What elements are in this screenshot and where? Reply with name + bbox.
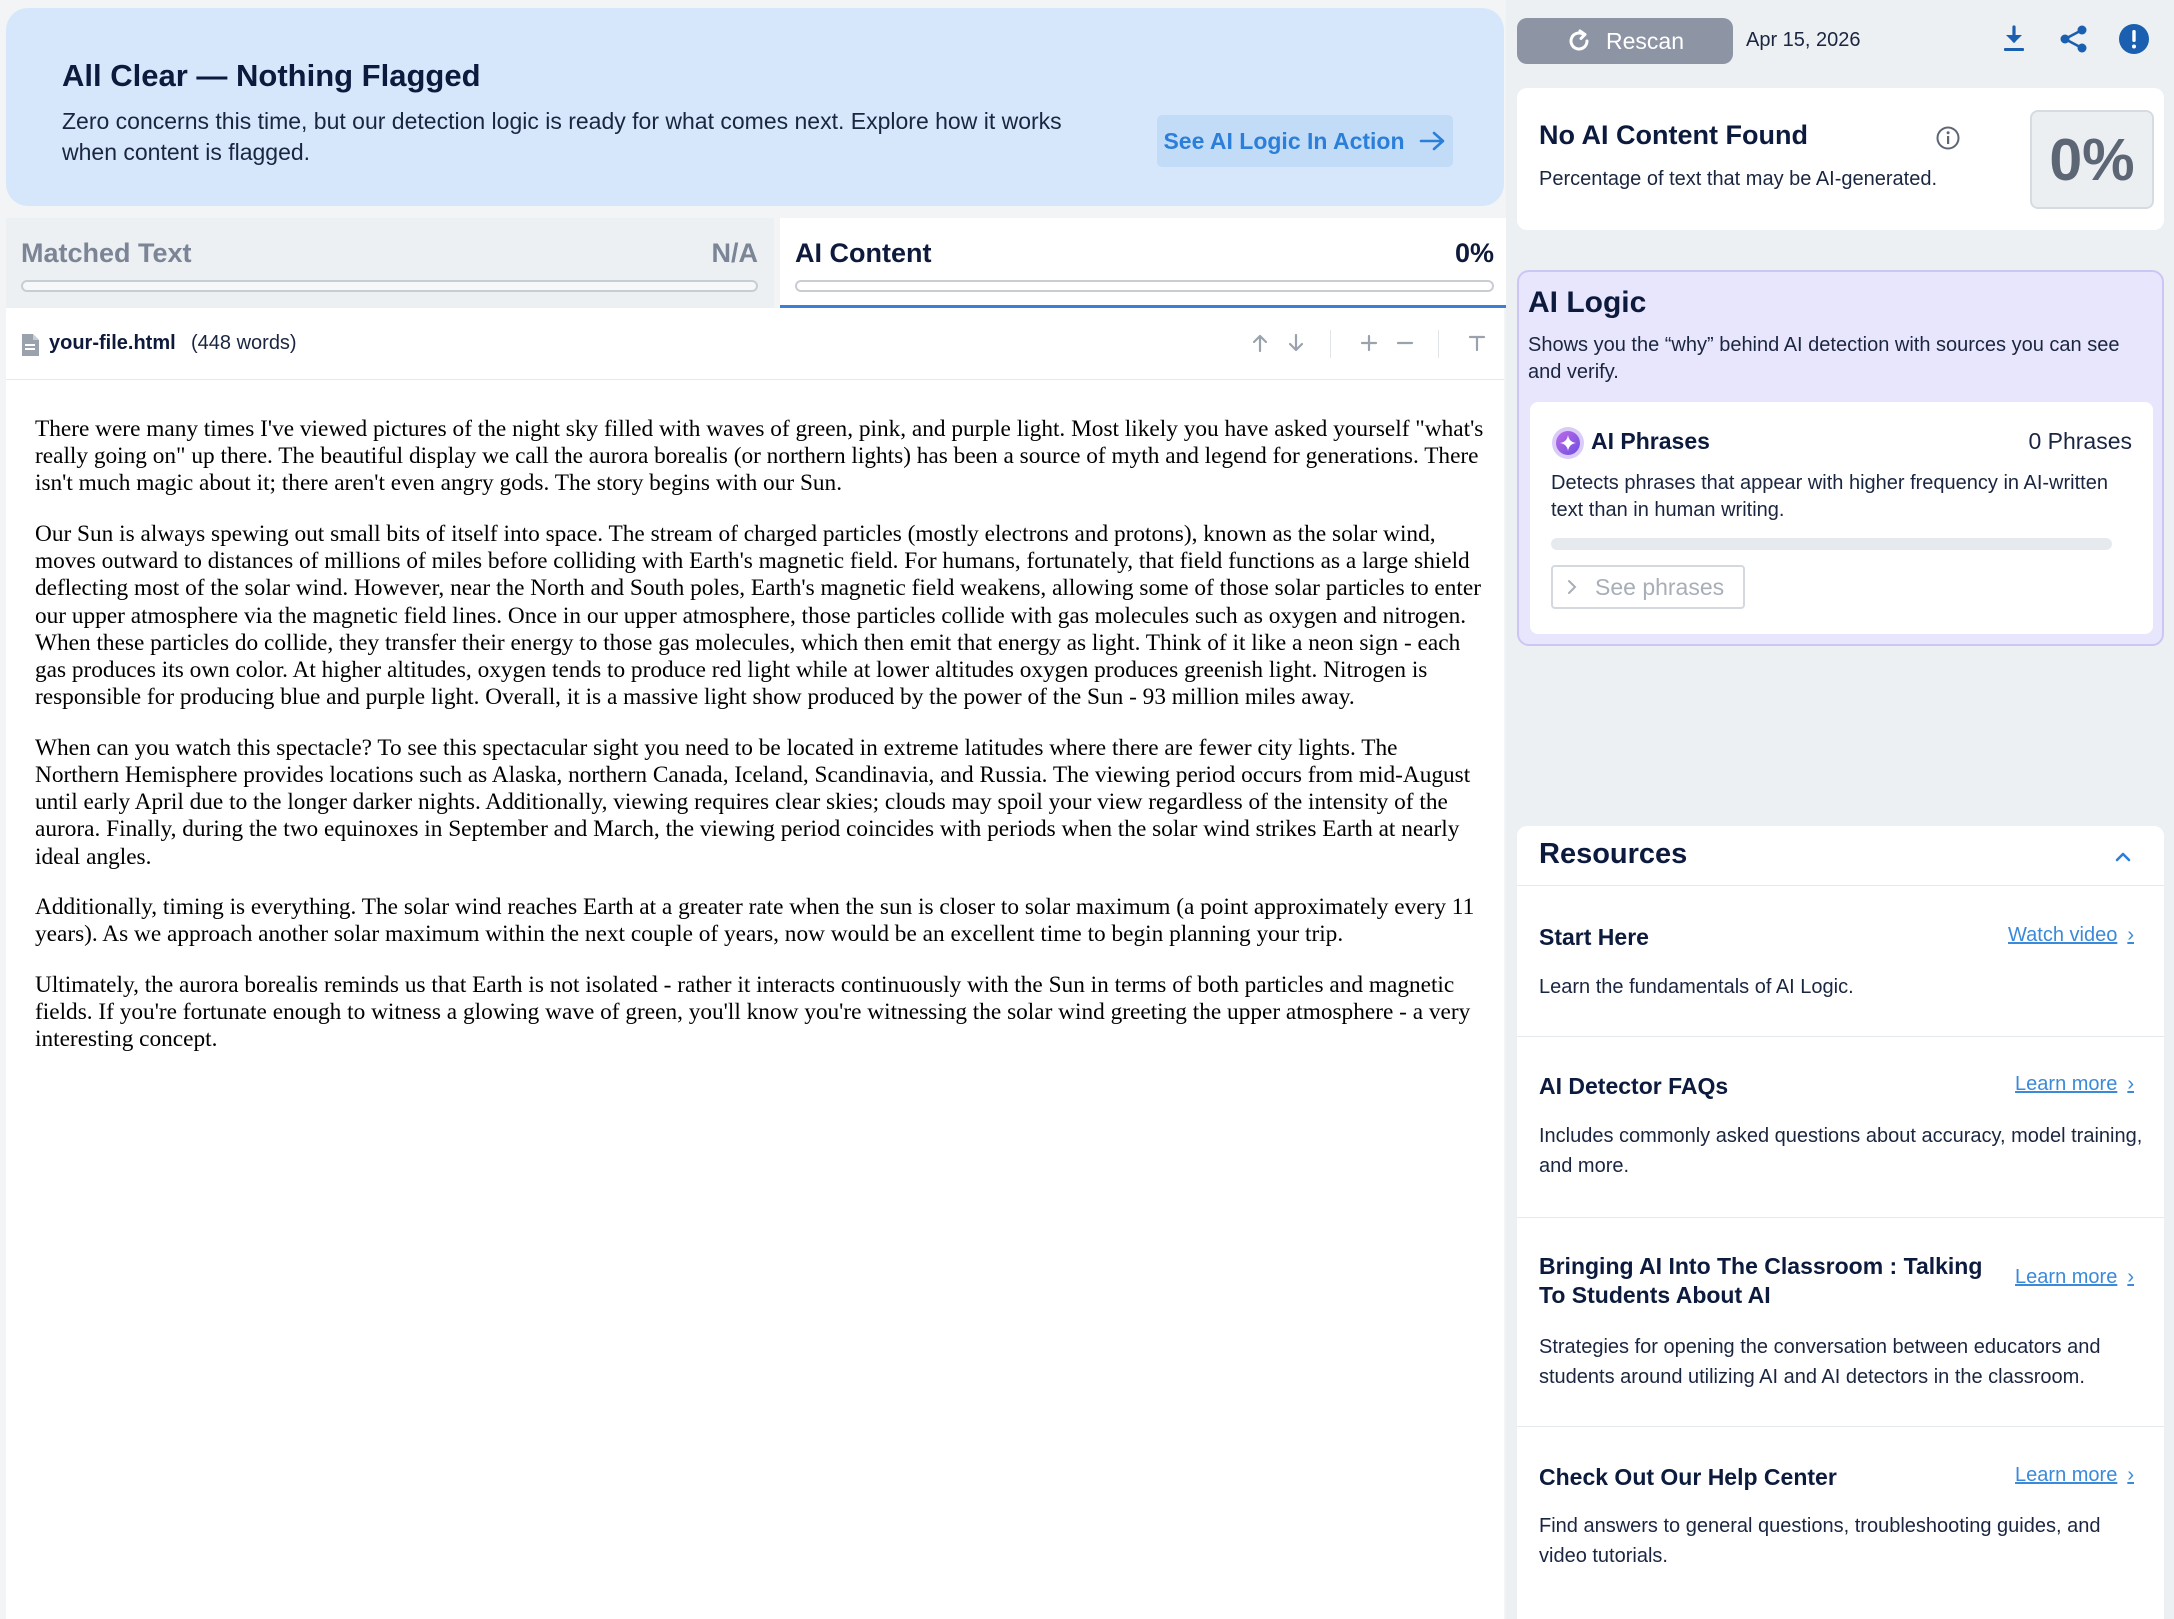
- resources-panel: [1517, 826, 2164, 1619]
- document-paragraph: There were many times I've viewed pictures of the night sky filled with waves of green, pink, and purple light. Most likely you have asked yourself "what's really going on" up there. The beautiful display we call the aurora borealis (or northern lights) has been a source of myth and legend for generations. There isn't much magic about it; there aren't even angry gods. The story begins with our Sun.: [35, 416, 1484, 497]
- arrow-down-icon[interactable]: [1283, 330, 1309, 356]
- ai-phrases-description: Detects phrases that appear with higher frequency in AI-written text than in human writing.: [1551, 472, 2108, 521]
- resource-item: [1517, 886, 2164, 1037]
- tab-value: N/A: [711, 238, 758, 268]
- tab-matched-text[interactable]: [6, 218, 774, 308]
- document-toolbar: [6, 308, 1504, 380]
- chevron-right-icon: ›: [2127, 924, 2134, 946]
- banner-title: All Clear — Nothing Flagged: [62, 58, 481, 93]
- document-paragraph: When can you watch this spectacle? To see this spectacular sight you need to be located in extreme latitudes where there are fewer city lights. The Northern Hemisphere provides locations such as Alaska, northern Canada, Iceland, Scandinavia, and Russia. The viewing period occurs from mid-August until early April due to the longer darker nights. Additionally, viewing requires clear skies; clouds may spoil your view regardless of the intensity of the aurora. Finally, during the two equinoxes in September and March, the viewing period coincides with periods when the solar wind strikes Earth at nearly ideal angles.: [35, 734, 1471, 870]
- ai-score-card: [1517, 88, 2164, 230]
- refresh-icon: [1566, 28, 1592, 54]
- tab-label: Matched Text: [21, 238, 192, 268]
- rescan-label: Rescan: [1606, 27, 1684, 54]
- word-count: (448 words): [191, 332, 297, 354]
- resources-header[interactable]: [1517, 826, 2164, 886]
- document-paragraph: Ultimately, the aurora borealis reminds us that Earth is not isolated - rather it interacts continuously with the Sun in terms of both particles and magnetic fields. If you're fortunate enough to witness a glowing wave of green, you'll know you're witnessing the solar wind greeting the upper atmosphere - a very interesting concept.: [35, 972, 1471, 1053]
- arrow-right-icon: [1419, 130, 1447, 152]
- resource-item: [1517, 1427, 2164, 1619]
- ai-phrases-progress-bar: [1551, 538, 2112, 550]
- learn-more-link[interactable]: [2015, 1266, 2134, 1289]
- file-name: your-file.html: [49, 332, 176, 354]
- info-icon[interactable]: [1935, 125, 1961, 151]
- file-icon: [20, 333, 40, 357]
- tab-ai-content[interactable]: [780, 218, 1510, 308]
- share-icon[interactable]: [2057, 22, 2091, 56]
- text-size-icon[interactable]: [1464, 330, 1490, 356]
- tab-progress-bar: [21, 280, 758, 292]
- tab-label: AI Content: [795, 238, 932, 268]
- toolbar-divider: [1330, 330, 1331, 358]
- resource-description: Strategies for opening the conversation between educators and students around utilizing AI and AI detectors in the classroom.: [1539, 1336, 2101, 1388]
- see-ai-logic-button[interactable]: [1157, 115, 1453, 167]
- download-icon[interactable]: [1997, 22, 2031, 56]
- ai-phrases-count: 0 Phrases: [2028, 428, 2132, 454]
- sparkle-icon: [1551, 426, 1585, 460]
- resource-link-label: Learn more: [2015, 1464, 2118, 1486]
- rescan-button[interactable]: [1517, 18, 1733, 64]
- scan-date: Apr 15, 2026: [1746, 29, 1861, 51]
- all-clear-banner: [6, 8, 1504, 206]
- score-title: No AI Content Found: [1539, 120, 1808, 150]
- tab-progress-bar: [795, 280, 1494, 292]
- chevron-up-icon[interactable]: [2112, 846, 2134, 868]
- result-tabs: [6, 218, 1504, 308]
- document-viewer: [6, 308, 1504, 1619]
- see-phrases-label: See phrases: [1595, 573, 1725, 600]
- ai-logic-title: AI Logic: [1528, 286, 1647, 319]
- document-paragraph: Our Sun is always spewing out small bits of itself into space. The stream of charged particles (mostly electrons and protons), known as the solar wind, moves outward to distances of millions of miles before colliding with Earth's magnetic field. For humans, fortunately, that field functions as a large shield deflecting most of the solar wind. However, near the North and South poles, Earth's magnetic field weakens, allowing some of those solar particles to enter our upper atmosphere via the magnetic field lines. Once in our upper atmosphere, those particles collide with gas molecules such as oxygen and nitrogen. When these particles do collide, they transfer their energy to those gas molecules, which then emit that energy as light. Think of it like a neon sign - each gas produces its own color. At higher altitudes, oxygen tends to produce red light while at lower altitudes oxygen produces greenish light. Nitrogen is responsible for producing blue and purple light. Overall, it is a massive light show produced by the power of the Sun - 93 million miles away.: [35, 521, 1481, 711]
- banner-text: Zero concerns this time, but our detection logic is ready for what comes next. Explore how it works when content is flagged.: [62, 108, 1062, 165]
- sidebar-panel: [1506, 0, 2174, 1619]
- see-phrases-button[interactable]: [1551, 565, 1745, 609]
- ai-phrases-title: AI Phrases: [1591, 428, 1710, 454]
- resource-title: Check Out Our Help Center: [1539, 1464, 1837, 1490]
- score-subtitle: Percentage of text that may be AI-generated.: [1539, 168, 1938, 190]
- ai-logic-subtitle: Shows you the “why” behind AI detection with sources you can see and verify.: [1528, 334, 2120, 383]
- resource-description: Find answers to general questions, troubleshooting guides, and video tutorials.: [1539, 1515, 2101, 1567]
- resources-title: Resources: [1539, 838, 1688, 870]
- chevron-right-icon: ›: [2127, 1464, 2134, 1486]
- toolbar-divider: [1438, 330, 1439, 358]
- ai-logic-card: [1517, 270, 2164, 646]
- document-text: [35, 416, 1485, 1077]
- tab-value: 0%: [1454, 238, 1494, 268]
- document-paragraph: Additionally, timing is everything. The solar wind reaches Earth at a greater rate when the sun is closer to solar maximum (a point approximately every 11 years). As we approach another solar maximum within the next couple of years, now would be an excellent time to begin planning your trip.: [35, 894, 1475, 948]
- resource-item: [1517, 1218, 2164, 1427]
- resource-title: Bringing AI Into The Classroom : Talking To Students About AI: [1539, 1253, 1983, 1308]
- zoom-in-icon[interactable]: [1356, 330, 1382, 356]
- resource-link-label: Watch video: [2008, 924, 2118, 946]
- chevron-right-icon: ›: [2127, 1073, 2134, 1095]
- watch-video-link[interactable]: [2008, 924, 2134, 947]
- resource-description: Includes commonly asked questions about accuracy, model training, and more.: [1539, 1125, 2143, 1177]
- learn-more-link[interactable]: [2015, 1464, 2134, 1487]
- chevron-right-icon: [1567, 579, 1577, 595]
- resource-title: AI Detector FAQs: [1539, 1073, 1729, 1099]
- see-ai-logic-label: See AI Logic In Action: [1163, 127, 1405, 154]
- ai-phrases-card: [1530, 402, 2153, 634]
- learn-more-link[interactable]: [2015, 1073, 2134, 1096]
- resource-item: [1517, 1037, 2164, 1218]
- arrow-up-icon[interactable]: [1247, 330, 1273, 356]
- resource-link-label: Learn more: [2015, 1266, 2118, 1288]
- score-percentage: 0%: [2030, 110, 2154, 209]
- chevron-right-icon: ›: [2127, 1266, 2134, 1288]
- resource-link-label: Learn more: [2015, 1073, 2118, 1095]
- resource-description: Learn the fundamentals of AI Logic.: [1539, 976, 1854, 998]
- alert-icon[interactable]: [2117, 22, 2151, 56]
- zoom-out-icon[interactable]: [1392, 330, 1418, 356]
- resource-title: Start Here: [1539, 924, 1649, 950]
